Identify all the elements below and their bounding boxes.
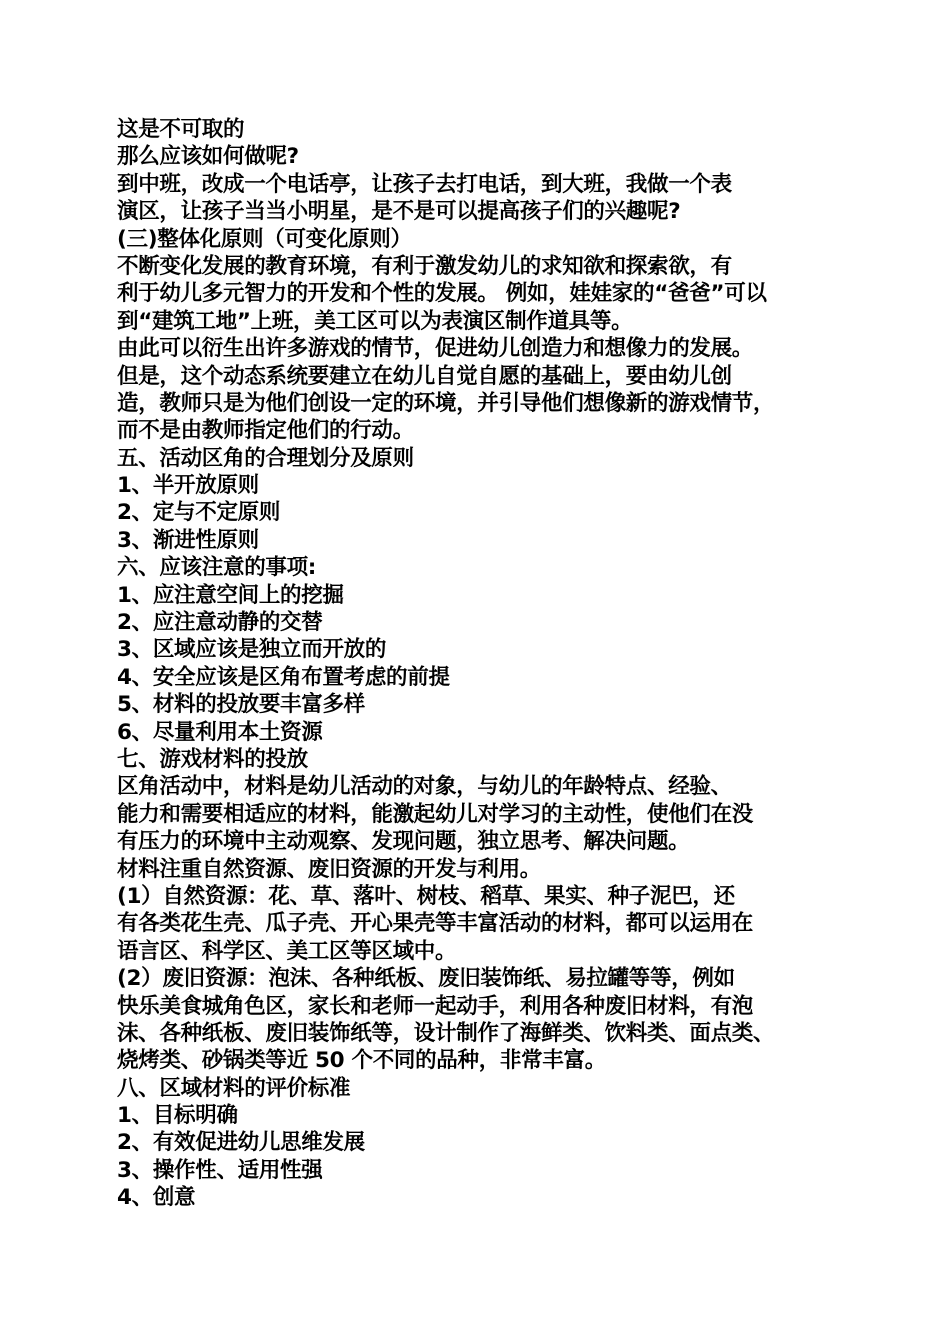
- list-item: 6、尽量利用本土资源: [117, 719, 323, 745]
- text-line-26: 能力和需要相适应的材料，能激起幼儿对学习的主动性，使他们在没: [117, 801, 754, 827]
- text-line-31: 语言区、科学区、美工区等区域中。: [117, 938, 457, 964]
- section-heading-integration: (三)整体化原则（可变化原则）: [117, 226, 412, 252]
- list-item: 3、渐进性原则: [117, 527, 259, 553]
- list-item: 3、操作性、适用性强: [117, 1157, 323, 1183]
- list-item: 5、材料的投放要丰富多样: [117, 692, 365, 718]
- text-line-27: 有压力的环境中主动观察、发现问题，独立思考、解决问题。: [117, 829, 690, 855]
- document-page: [117, 116, 857, 1212]
- text-line-8: 到“建筑工地”上班，美工区可以为表演区制作道具等。: [117, 308, 633, 334]
- list-item: 2、有效促进幼儿思维发展: [117, 1130, 365, 1156]
- section-heading-7: 七、游戏材料的投放: [117, 746, 308, 772]
- text-line-7: 利于幼儿多元智力的开发和个性的发展。 例如，娃娃家的“爸爸”可以: [117, 281, 767, 307]
- text-line-12: 而不是由教师指定他们的行动。: [117, 418, 414, 444]
- list-item: 1、目标明确: [117, 1103, 238, 1129]
- text-line-35: 烧烤类、砂锅类等近 50 个不同的品种，非常丰富。: [117, 1048, 606, 1074]
- section-heading-6: 六、应该注意的事项:: [117, 555, 317, 581]
- list-item: 4、安全应该是区角布置考虑的前提: [117, 664, 450, 690]
- list-item: 1、应注意空间上的挖掘: [117, 582, 344, 608]
- text-line-4: 演区，让孩子当当小明星，是不是可以提高孩子们的兴趣呢?: [117, 199, 681, 225]
- text-line-29: (1）自然资源：花、草、落叶、树枝、稻草、果实、种子泥巴，还: [117, 883, 735, 909]
- list-item: 2、定与不定原则: [117, 500, 281, 526]
- text-line-32: (2）废旧资源：泡沫、各种纸板、废旧装饰纸、易拉罐等等，例如: [117, 966, 735, 992]
- list-item: 2、应注意动静的交替: [117, 610, 323, 636]
- text-line-30: 有各类花生壳、瓜子壳、开心果壳等丰富活动的材料，都可以运用在: [117, 911, 754, 937]
- list-item: 3、区域应该是独立而开放的: [117, 637, 387, 663]
- text-line-10: 但是，这个动态系统要建立在幼儿自觉自愿的基础上，要由幼儿创: [117, 363, 732, 389]
- section-heading-8: 八、区域材料的评价标准: [117, 1075, 351, 1101]
- text-line-9: 由此可以衍生出许多游戏的情节，促进幼儿创造力和想像力的发展。: [117, 336, 754, 362]
- list-item: 4、创意: [117, 1185, 196, 1211]
- text-line-34: 沫、各种纸板、废旧装饰纸等，设计制作了海鲜类、饮料类、面点类、: [117, 1020, 775, 1046]
- text-line-2: 那么应该如何做呢?: [117, 144, 299, 170]
- text-line-25: 区角活动中，材料是幼儿活动的对象，与幼儿的年龄特点、经验、: [117, 774, 732, 800]
- section-heading-5: 五、活动区角的合理划分及原则: [117, 445, 414, 471]
- text-line-11: 造，教师只是为他们创设一定的环境，并引导他们想像新的游戏情节，: [117, 390, 775, 416]
- text-line-33: 快乐美食城角色区，家长和老师一起动手，利用各种废旧材料，有泡: [117, 993, 754, 1019]
- list-item: 1、半开放原则: [117, 473, 259, 499]
- text-line-3: 到中班，改成一个电话亭，让孩子去打电话，到大班，我做一个表: [117, 171, 732, 197]
- text-line-6: 不断变化发展的教育环境，有利于激发幼儿的求知欲和探索欲，有: [117, 253, 732, 279]
- text-line-1: 这是不可取的: [117, 117, 245, 142]
- text-line-28: 材料注重自然资源、废旧资源的开发与利用。: [117, 856, 542, 882]
